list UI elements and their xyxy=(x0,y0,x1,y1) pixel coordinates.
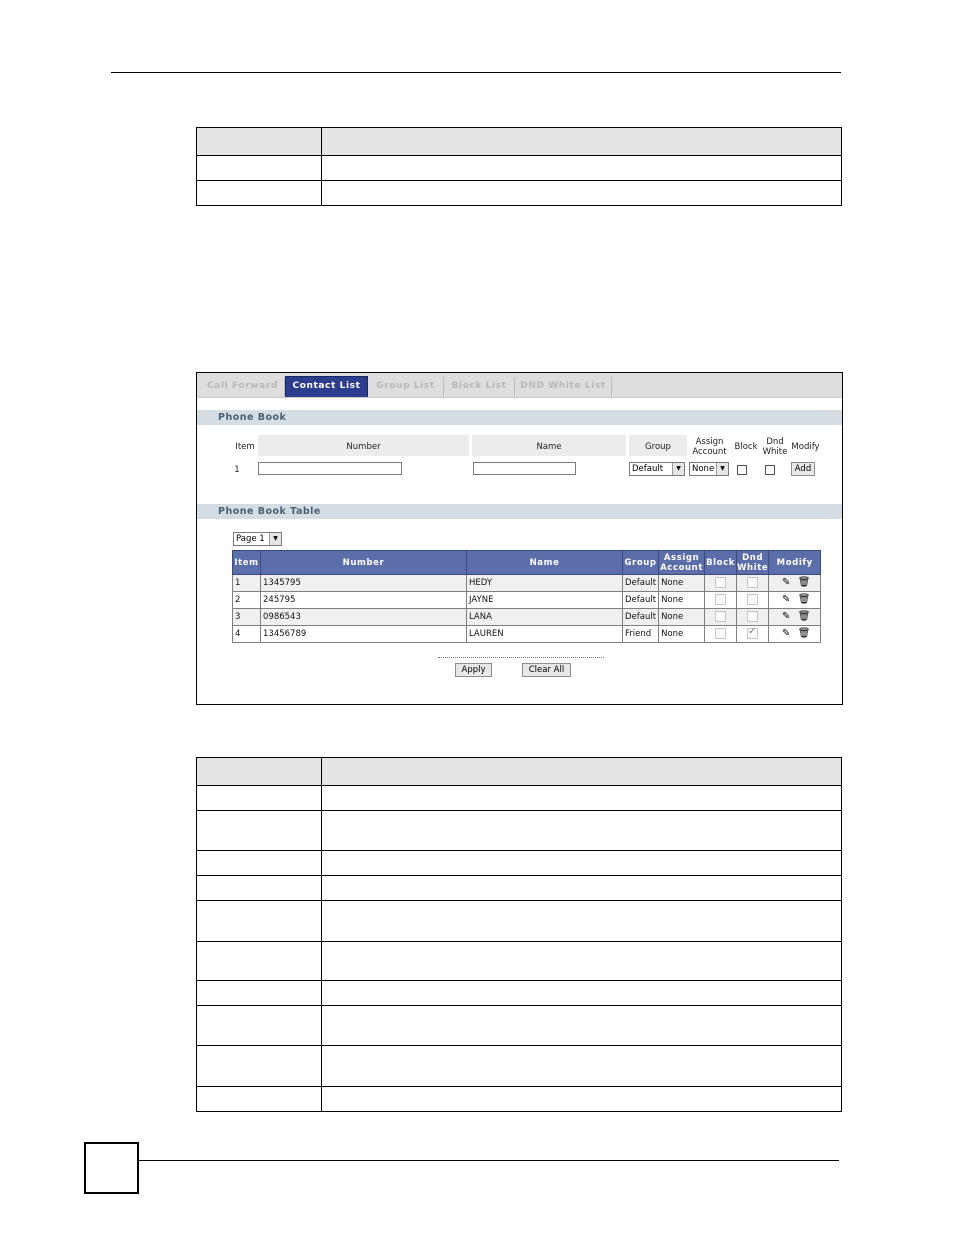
cell-number: 13456789 xyxy=(261,626,467,643)
chevron-down-icon: ▼ xyxy=(716,463,728,475)
cell-assign-account: None xyxy=(659,592,705,609)
cell-name: HEDY xyxy=(467,575,623,592)
col-header-dnd-2: White xyxy=(737,562,769,573)
dnd-white-checkbox-disabled xyxy=(747,577,758,588)
table-row xyxy=(233,626,821,643)
cell-block xyxy=(705,575,737,592)
edit-icon[interactable]: ✎ xyxy=(782,577,791,588)
cell-name: LANA xyxy=(467,609,623,626)
header-rule xyxy=(111,72,841,73)
chevron-down-icon: ▼ xyxy=(269,533,281,545)
block-checkbox-disabled xyxy=(715,611,726,622)
pb-header-modify: Modify xyxy=(791,442,820,452)
col-header-assign-2: Account xyxy=(660,562,703,573)
table-row xyxy=(233,609,821,626)
cell-group: Default xyxy=(623,575,659,592)
block-checkbox[interactable] xyxy=(737,465,747,475)
cell-modify xyxy=(769,626,821,643)
table-row xyxy=(233,575,821,592)
number-input[interactable] xyxy=(258,462,402,475)
cell-dnd-white xyxy=(737,592,769,609)
footer-rule xyxy=(139,1160,839,1161)
cell-item: 4 xyxy=(233,626,261,643)
pb-row-item: 1 xyxy=(234,465,240,475)
cell-block xyxy=(705,626,737,643)
cell-group: Default xyxy=(623,592,659,609)
edit-icon[interactable]: ✎ xyxy=(782,594,791,605)
cell-modify xyxy=(769,609,821,626)
pb-header-group: Group xyxy=(645,442,671,452)
col-header-name: Name xyxy=(467,551,623,575)
cell-modify xyxy=(769,575,821,592)
table-header-row xyxy=(233,551,821,575)
col-header-block: Block xyxy=(705,551,737,575)
cell-item: 3 xyxy=(233,609,261,626)
cell-assign-account: None xyxy=(659,575,705,592)
tab-block-list[interactable]: Block List xyxy=(444,377,515,396)
cell-number: 0986543 xyxy=(261,609,467,626)
col-header-dnd-1: Dnd xyxy=(742,552,764,563)
col-header-dnd-white xyxy=(737,551,769,575)
cell-item: 1 xyxy=(233,575,261,592)
trash-icon[interactable]: 🗑 xyxy=(797,594,811,605)
cell-modify xyxy=(769,592,821,609)
page-select[interactable] xyxy=(233,532,282,546)
phone-book-table-section-title: Phone Book Table xyxy=(197,504,842,519)
clear-all-button[interactable]: Clear All xyxy=(522,663,571,677)
dnd-white-checkbox[interactable] xyxy=(765,465,775,475)
trash-icon[interactable]: 🗑 xyxy=(797,577,811,588)
dnd-white-checkbox-checked xyxy=(747,628,758,639)
page-select-value: Page 1 xyxy=(236,534,265,544)
apply-button[interactable]: Apply xyxy=(455,663,492,677)
group-select[interactable] xyxy=(629,462,685,476)
cell-block xyxy=(705,609,737,626)
phone-book-section-title: Phone Book xyxy=(197,410,842,425)
pb-header-number: Number xyxy=(346,442,381,452)
tab-call-forward[interactable]: Call Forward xyxy=(201,377,285,396)
edit-icon[interactable]: ✎ xyxy=(782,628,791,639)
tab-dnd-white-list[interactable]: DND White List xyxy=(515,377,612,396)
assign-account-select[interactable] xyxy=(689,462,729,476)
tab-contact-list[interactable]: Contact List xyxy=(285,376,368,397)
page-number-box xyxy=(84,1142,139,1194)
col-header-number: Number xyxy=(261,551,467,575)
cell-assign-account: None xyxy=(659,626,705,643)
cell-name: LAUREN xyxy=(467,626,623,643)
name-input[interactable] xyxy=(473,462,576,475)
col-header-assign-account xyxy=(659,551,705,575)
cell-name: JAYNE xyxy=(467,592,623,609)
col-header-group: Group xyxy=(623,551,659,575)
tab-group-list[interactable]: Group List xyxy=(368,377,444,396)
col-header-assign-1: Assign xyxy=(663,552,700,563)
pb-header-assign-1: Assign xyxy=(695,437,724,447)
col-header-modify: Modify xyxy=(769,551,821,575)
col-header-item: Item xyxy=(233,551,261,575)
pb-header-dnd-1: Dnd xyxy=(766,437,784,447)
assign-account-select-value: None xyxy=(692,464,715,474)
cell-dnd-white xyxy=(737,626,769,643)
add-button[interactable]: Add xyxy=(791,462,815,476)
chevron-down-icon: ▼ xyxy=(672,463,684,475)
cell-assign-account: None xyxy=(659,609,705,626)
cell-number: 245795 xyxy=(261,592,467,609)
trash-icon[interactable]: 🗑 xyxy=(797,611,811,622)
dnd-white-checkbox-disabled xyxy=(747,594,758,605)
contact-list-screen xyxy=(196,372,843,705)
pb-header-name: Name xyxy=(536,442,562,452)
cell-item: 2 xyxy=(233,592,261,609)
group-select-value: Default xyxy=(632,464,664,474)
cell-number: 1345795 xyxy=(261,575,467,592)
trash-icon[interactable]: 🗑 xyxy=(797,628,811,639)
pb-header-dnd-2: White xyxy=(762,447,788,457)
block-checkbox-disabled xyxy=(715,594,726,605)
cell-group: Friend xyxy=(623,626,659,643)
cell-dnd-white xyxy=(737,575,769,592)
phone-book-table xyxy=(232,550,821,643)
table-row xyxy=(233,592,821,609)
pb-header-assign-2: Account xyxy=(692,447,727,457)
doc-table-top xyxy=(196,127,842,206)
button-separator xyxy=(438,657,604,658)
dnd-white-checkbox-disabled xyxy=(747,611,758,622)
tab-bar xyxy=(197,373,842,398)
block-checkbox-disabled xyxy=(715,577,726,588)
block-checkbox-disabled xyxy=(715,628,726,639)
pb-header-item: Item xyxy=(235,442,255,452)
edit-icon[interactable]: ✎ xyxy=(782,611,791,622)
doc-table-bottom xyxy=(196,757,842,1112)
cell-block xyxy=(705,592,737,609)
cell-dnd-white xyxy=(737,609,769,626)
cell-group: Default xyxy=(623,609,659,626)
pb-header-block: Block xyxy=(734,442,758,452)
